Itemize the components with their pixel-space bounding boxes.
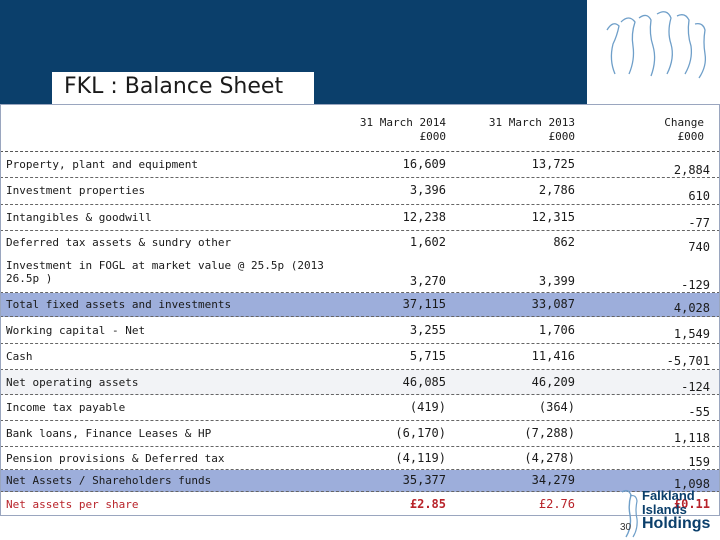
value-2014: (419)	[409, 400, 446, 414]
value-change: 4,028	[673, 301, 710, 315]
row-label: Deferred tax assets & sundry other	[6, 236, 232, 249]
value-2013: 46,209	[531, 375, 575, 389]
value-2014: 46,085	[402, 375, 446, 389]
value-2014: (4,119)	[395, 451, 446, 465]
value-2013: (7,288)	[524, 426, 575, 440]
column-header-2014-line1: 31 March 2014	[359, 116, 446, 129]
value-2013: (364)	[538, 400, 575, 414]
brand-line-3: Holdings	[642, 515, 711, 532]
row-label: Net Assets / Shareholders funds	[6, 474, 212, 487]
value-change: 740	[688, 240, 710, 254]
page-number: 30	[620, 522, 632, 533]
value-change: 610	[688, 189, 710, 203]
value-change: -129	[681, 278, 710, 292]
column-header-2013-line1: 31 March 2013	[488, 116, 575, 129]
value-change: 1,549	[673, 327, 710, 341]
row-label: Bank loans, Finance Leases & HP	[6, 427, 212, 440]
value-change: 159	[688, 455, 710, 469]
value-change: 2,884	[673, 163, 710, 177]
value-2014: 3,255	[409, 323, 446, 337]
value-2014: 1,602	[409, 235, 446, 249]
value-2014: 5,715	[409, 349, 446, 363]
value-change: 1,118	[673, 431, 710, 445]
column-header-2014-line2: £000	[419, 130, 446, 143]
value-2013: 862	[553, 235, 575, 249]
row-label: Investment properties	[6, 184, 146, 197]
value-2013: 2,786	[538, 183, 575, 197]
value-change: -77	[688, 216, 710, 230]
value-2013: 1,706	[538, 323, 575, 337]
value-2013: 34,279	[531, 473, 575, 487]
value-2014: 3,270	[409, 274, 446, 288]
column-header-change-line2: £000	[677, 130, 704, 143]
value-2014: (6,170)	[395, 426, 446, 440]
row-label: Net assets per share	[6, 498, 139, 511]
value-2013: 11,416	[531, 349, 575, 363]
value-change: -5,701	[666, 354, 710, 368]
value-change: £0.11	[673, 497, 710, 511]
table-frame	[0, 104, 720, 516]
value-2014: 3,396	[409, 183, 446, 197]
value-2014: £2.85	[409, 497, 446, 511]
brand-line-1: Falkland	[642, 488, 695, 503]
balance-sheet-table	[0, 104, 720, 516]
value-2014: 35,377	[402, 473, 446, 487]
slide-title: FKL : Balance Sheet	[64, 74, 284, 99]
row-label: Intangibles & goodwill	[6, 211, 152, 224]
row-label: Net operating assets	[6, 376, 139, 389]
value-2014: 16,609	[402, 157, 446, 171]
value-change: -55	[688, 405, 710, 419]
row-label: Property, plant and equipment	[6, 158, 199, 171]
value-2013: 13,725	[531, 157, 575, 171]
header-logo-panel	[587, 0, 720, 104]
value-2013: (4,278)	[524, 451, 575, 465]
row-label: Investment in FOGL at market value @ 25.5p (2013	[6, 259, 324, 272]
value-2013: 12,315	[531, 210, 575, 224]
value-change: 1,098	[673, 477, 710, 491]
value-2014: 37,115	[402, 297, 446, 311]
value-2014: 12,238	[402, 210, 446, 224]
column-header-change-line1: Change	[664, 116, 704, 129]
row-label: Pension provisions & Deferred tax	[6, 452, 225, 465]
value-2013: 3,399	[538, 274, 575, 288]
value-2013: £2.76	[538, 497, 575, 511]
penguins-logo-icon	[587, 0, 719, 104]
value-2013: 33,087	[531, 297, 575, 311]
row-label-continued: 26.5p )	[6, 272, 53, 285]
row-label: Income tax payable	[6, 401, 126, 414]
row-label: Cash	[6, 350, 33, 363]
value-change: -124	[681, 380, 710, 394]
brand-line-2: Islands	[642, 502, 687, 517]
column-header-2013-line2: £000	[548, 130, 575, 143]
row-label: Working capital - Net	[6, 324, 146, 337]
row-label: Total fixed assets and investments	[6, 298, 232, 311]
